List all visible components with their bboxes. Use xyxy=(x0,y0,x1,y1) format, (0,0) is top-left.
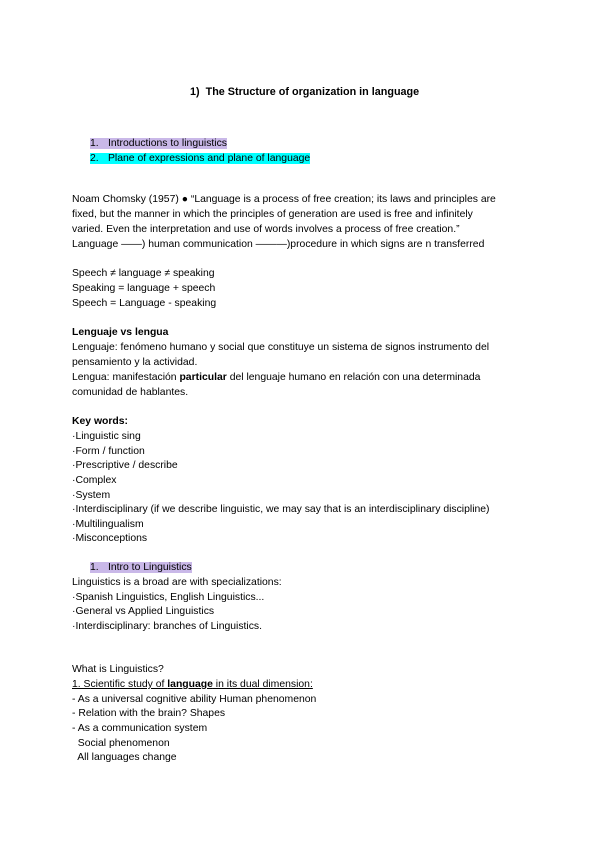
chomsky-line-2: fixed, but the manner in which the principles of generation are used is free and infinitely xyxy=(72,209,473,220)
outline-item-1-text: Introductions to linguistics xyxy=(108,138,227,149)
chomsky-line-4: Language ——) human communication ———)procedure in which signs are n transferred xyxy=(72,239,485,250)
equation-3: Speech = Language - speaking xyxy=(72,298,217,309)
keyword-item: ·Form / function xyxy=(72,446,145,457)
scientific-study-line xyxy=(72,678,313,692)
intro-line-4: ·Interdisciplinary: branches of Linguistics. xyxy=(72,621,263,632)
outline-item-1-number: 1. xyxy=(90,138,99,149)
scientific-pre: 1. Scientific study of xyxy=(72,679,168,690)
lengua-post: del lenguaje humano en relación con una determinada xyxy=(226,372,481,383)
outline-item-1-highlight xyxy=(90,138,227,149)
what-is-question: What is Linguistics? xyxy=(72,664,164,675)
intro-heading-highlight xyxy=(90,562,192,573)
chomsky-line-1: Noam Chomsky (1957) ● “Language is a process of free creation; its laws and principles are xyxy=(72,194,496,205)
lengua-line-1 xyxy=(72,371,480,385)
lengua-pre: Lengua: manifestación xyxy=(72,372,180,383)
keyword-item: ·Complex xyxy=(72,475,117,486)
lengua-line-2: comunidad de hablantes. xyxy=(72,387,189,398)
equation-1: Speech ≠ language ≠ speaking xyxy=(72,268,215,279)
dimension-line-1: - As a universal cognitive ability Human phenomenon xyxy=(72,694,317,705)
keyword-item: ·Multilingualism xyxy=(72,519,144,530)
dimension-line-4: Social phenomenon xyxy=(72,738,170,749)
dimension-line-5: All languages change xyxy=(72,752,177,763)
lenguaje-line-2: pensamiento y la actividad. xyxy=(72,357,198,368)
keywords-heading: Key words: xyxy=(72,416,129,427)
intro-number: 1. xyxy=(90,562,99,573)
keyword-item: ·Prescriptive / describe xyxy=(72,460,178,471)
intro-text: Intro to Linguistics xyxy=(108,562,192,573)
chomsky-line-3: varied. Even the interpretation and use of words involves a process of free creation.” xyxy=(72,224,460,235)
outline-item-2-text: Plane of expressions and plane of language xyxy=(108,153,311,164)
keyword-item: ·Interdisciplinary (if we describe linguistic, we may say that is an interdisciplinary discipline) xyxy=(72,504,490,515)
scientific-bold: language xyxy=(167,679,213,690)
intro-line-2: ·Spanish Linguistics, English Linguistics... xyxy=(72,592,265,603)
outline-item-2 xyxy=(90,152,310,166)
lenguaje-heading: Lenguaje vs lengua xyxy=(72,327,169,338)
keyword-item: ·System xyxy=(72,490,111,501)
outline-item-2-highlight xyxy=(90,153,310,164)
dimension-line-2: - Relation with the brain? Shapes xyxy=(72,708,226,719)
lenguaje-line-1: Lenguaje: fenómeno humano y social que constituye un sistema de signos instrumento del xyxy=(72,342,490,353)
keyword-item: ·Misconceptions xyxy=(72,533,148,544)
dimension-line-3: - As a communication system xyxy=(72,723,208,734)
equation-2: Speaking = language + speech xyxy=(72,283,216,294)
outline-item-2-number: 2. xyxy=(90,153,99,164)
intro-line-3: ·General vs Applied Linguistics xyxy=(72,606,215,617)
lengua-bold: particular xyxy=(179,372,227,383)
scientific-post: in its dual dimension: xyxy=(212,679,313,690)
intro-heading xyxy=(90,561,192,575)
keyword-item: ·Linguistic sing xyxy=(72,431,141,442)
page-title: 1) The Structure of organization in language xyxy=(190,86,420,98)
outline-item-1 xyxy=(90,137,227,151)
intro-line-1: Linguistics is a broad are with specializations: xyxy=(72,577,282,588)
